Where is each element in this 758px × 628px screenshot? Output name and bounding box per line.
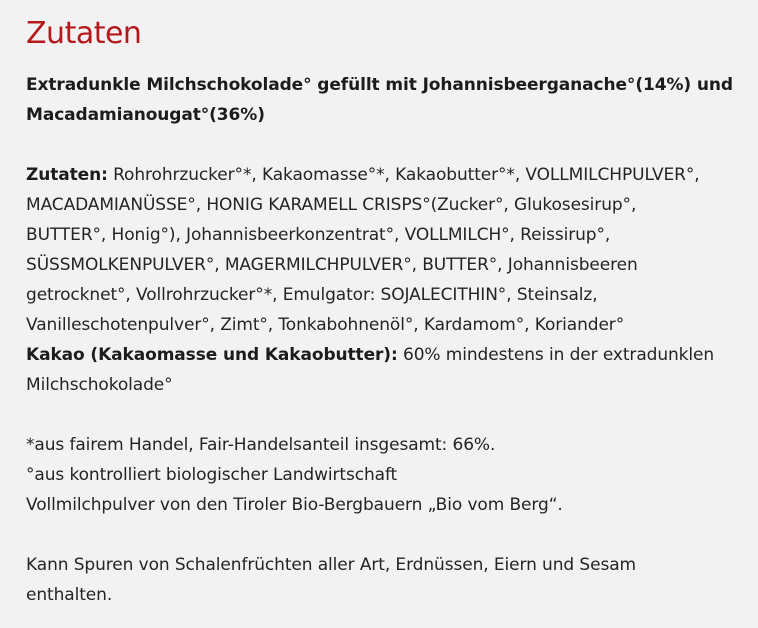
ingredients-line: Vanilleschotenpulver°, Zimt°, Tonkabohnenöl°, Kardamom°, Koriander° bbox=[26, 315, 625, 335]
footnote-milk-origin: Vollmilchpulver von den Tiroler Bio-Bergbauern „Bio vom Berg“. bbox=[26, 495, 563, 515]
product-description-line: Macadamianougat°(36%) bbox=[26, 105, 265, 125]
ingredients-line: BUTTER°, Honig°), Johannisbeerkonzentrat°, VOLLMILCH°, Reissirup°, bbox=[26, 225, 611, 245]
ingredients-line: MACADAMIANÜSSE°, HONIG KARAMELL CRISPS°(Zucker°, Glukosesirup°, bbox=[26, 195, 637, 215]
product-description-line: Extradunkle Milchschokolade° gefüllt mit Johannisbeerganache°(14%) und bbox=[26, 75, 733, 95]
ingredients-line bbox=[26, 160, 738, 190]
cocoa-line bbox=[26, 340, 738, 370]
footnotes bbox=[26, 430, 738, 520]
allergen-notice bbox=[26, 550, 738, 610]
ingredients-list bbox=[26, 160, 738, 400]
ingredients-text: Rohrohrzucker°*, Kakaomasse°*, Kakaobutter°*, VOLLMILCHPULVER°, bbox=[113, 165, 700, 185]
product-description bbox=[26, 70, 738, 130]
section-title: Zutaten bbox=[26, 16, 142, 51]
ingredients-line: SÜSSMOLKENPULVER°, MAGERMILCHPULVER°, BUTTER°, Johannisbeeren bbox=[26, 255, 638, 275]
allergen-line: enthalten. bbox=[26, 585, 113, 605]
cocoa-line: Milchschokolade° bbox=[26, 375, 173, 395]
cocoa-text: 60% mindestens in der extradunklen bbox=[402, 345, 715, 365]
allergen-line: Kann Spuren von Schalenfrüchten aller Art, Erdnüssen, Eiern und Sesam bbox=[26, 555, 636, 575]
cocoa-label: Kakao (Kakaomasse und Kakaobutter): bbox=[26, 345, 398, 365]
ingredients-line: getrocknet°, Vollrohrzucker°*, Emulgator: SOJALECITHIN°, Steinsalz, bbox=[26, 285, 598, 305]
footnote-organic: °aus kontrolliert biologischer Landwirtschaft bbox=[26, 465, 398, 485]
ingredients-label: Zutaten: bbox=[26, 165, 108, 185]
footnote-fair-trade: *aus fairem Handel, Fair-Handelsanteil insgesamt: 66%. bbox=[26, 435, 496, 455]
